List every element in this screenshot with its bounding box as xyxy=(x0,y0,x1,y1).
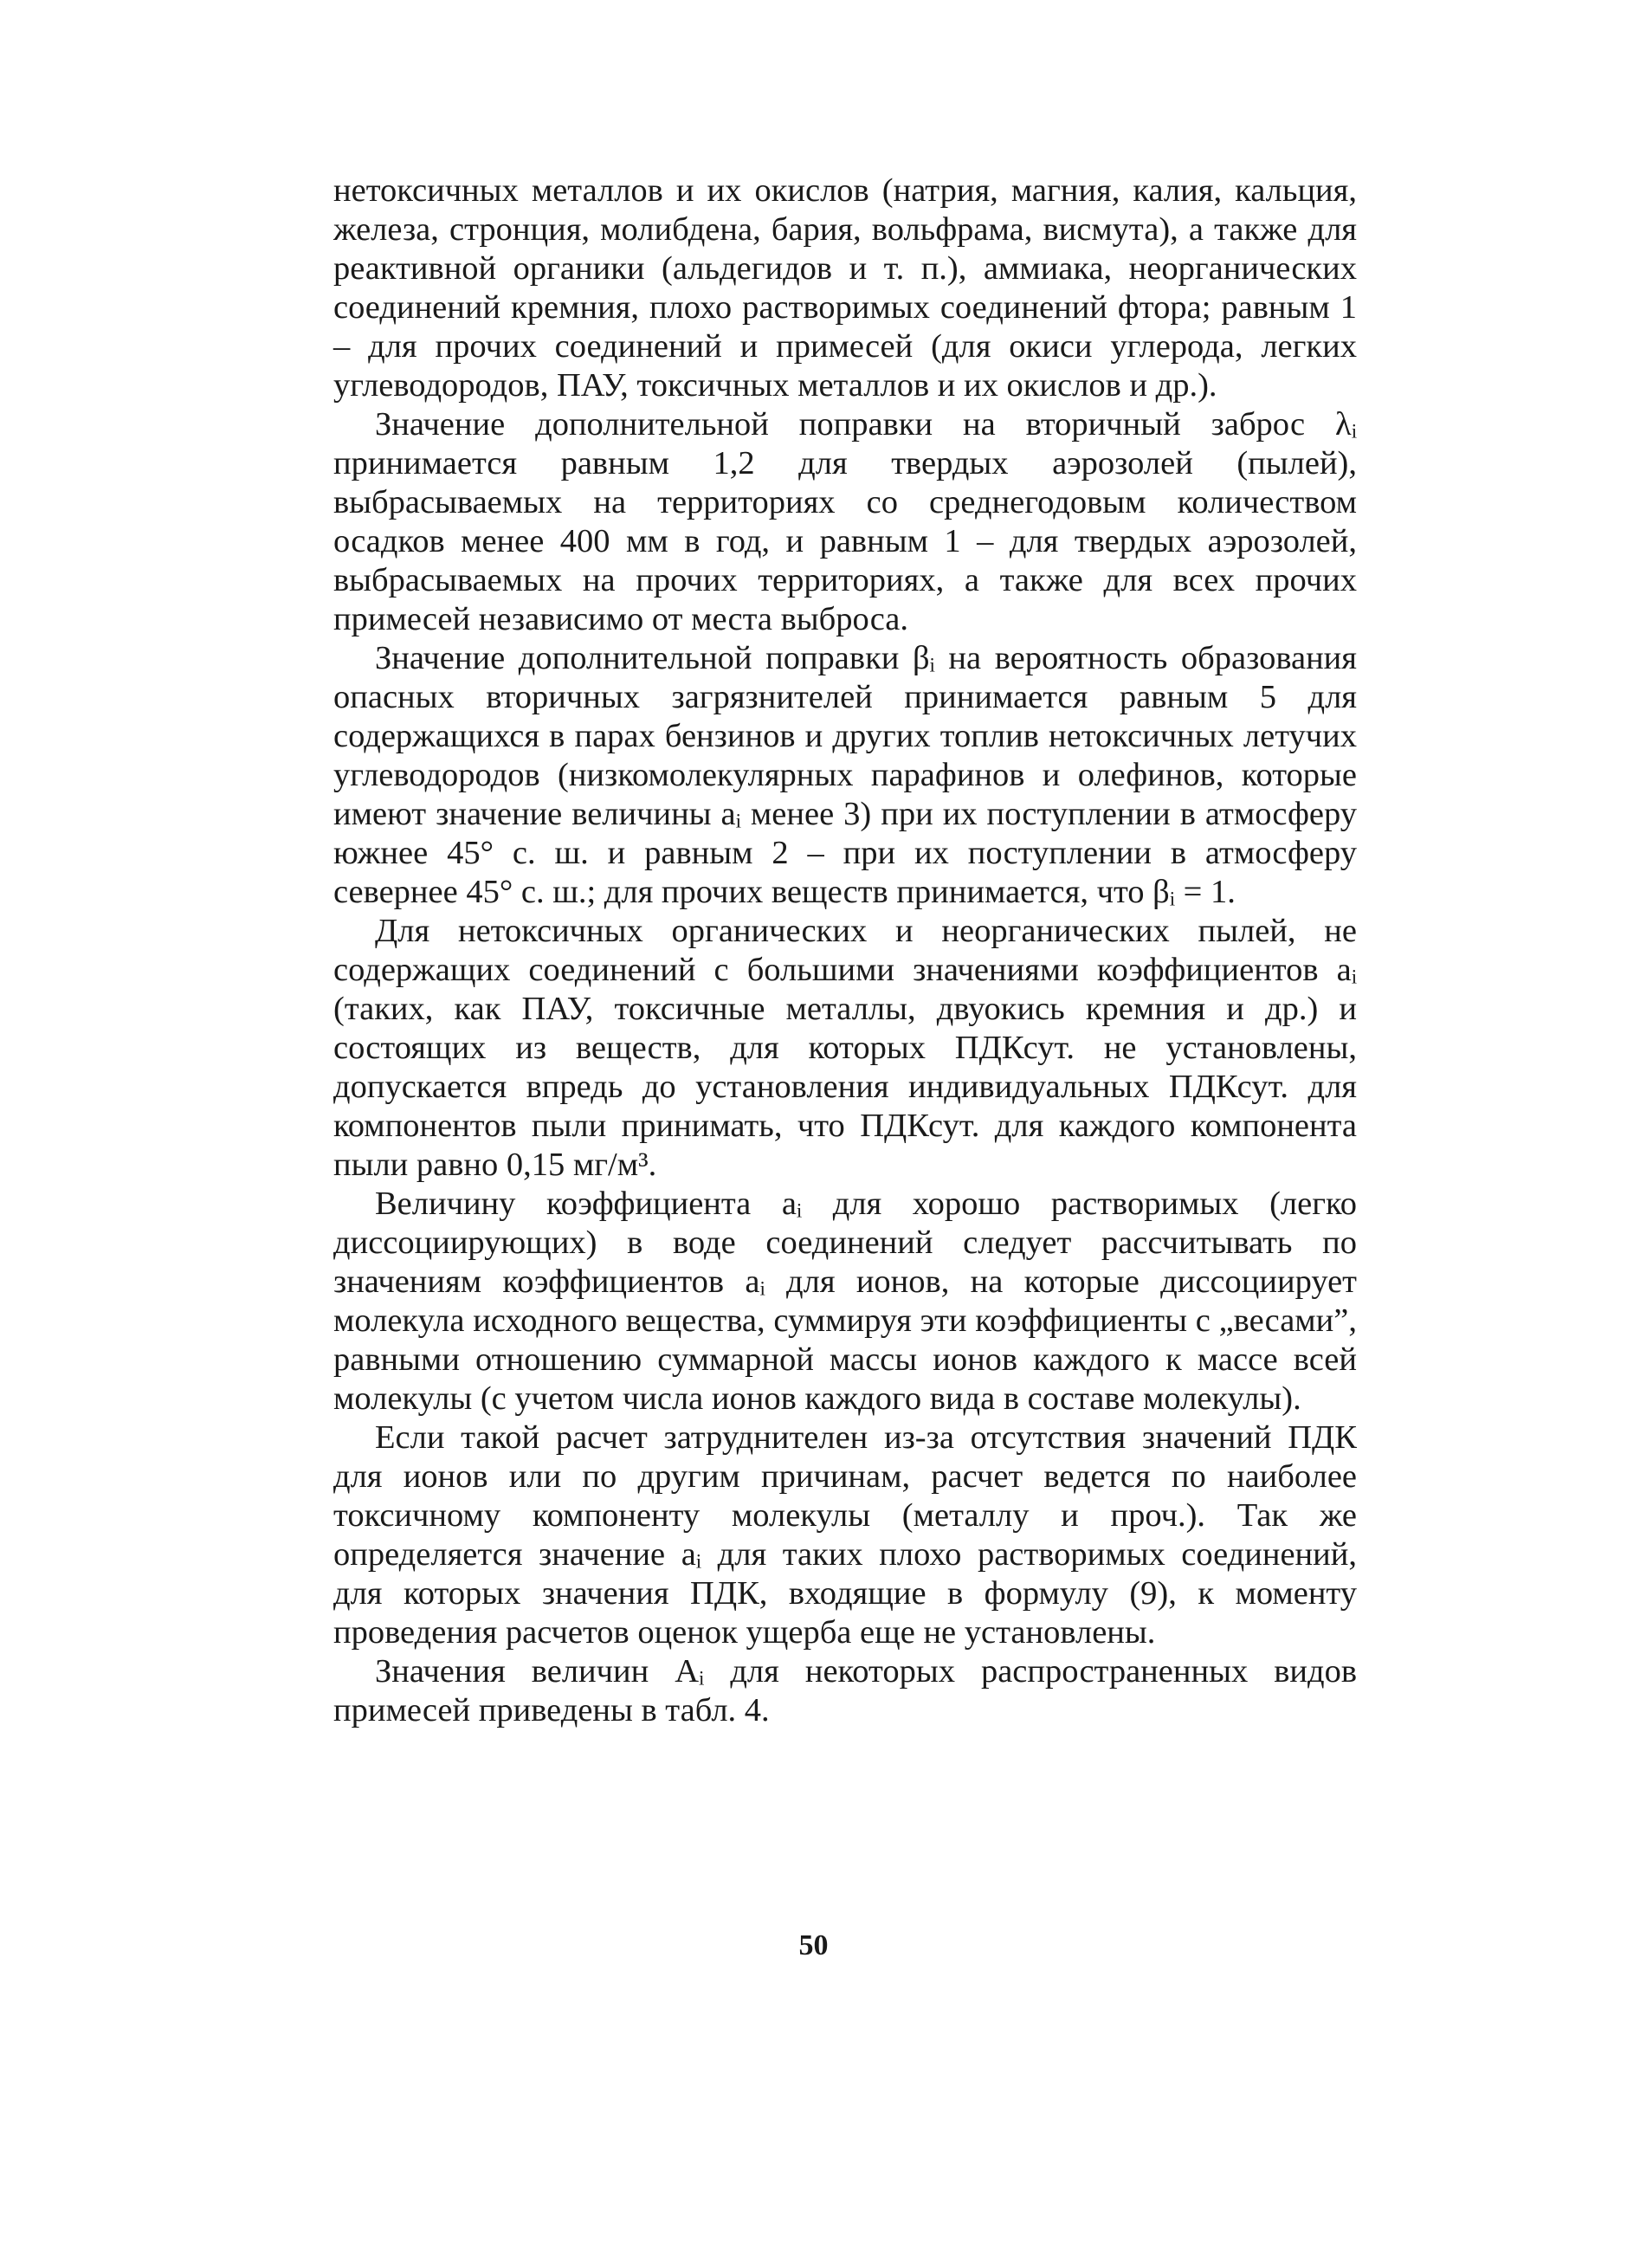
paragraph-2: Значение дополнительной поправки на вторичный заброс λᵢ принимается равным 1,2 для твердых аэрозолей (пылей), выбрасываемых на территориях со среднегодовым количеством осадков менее 400 мм в год, и равным 1 – для твердых аэрозолей, выбрасываемых на прочих территориях, а также для всех прочих примесей независимо от места выброса. xyxy=(333,406,1357,637)
paragraph-4: Для нетоксичных органических и неорганических пылей, не содержащих соединений с большими значениями коэффициентов aᵢ (таких, как ПАУ, токсичные металлы, двуокись кремния и др.) и состоящих из веществ, для которых ПДКсут. не установлены, допускается впредь до установления индивидуальных ПДКсут. для компонентов пыли принимать, что ПДКсут. для каждого компонента пыли равно 0,15 мг/м³. xyxy=(333,913,1357,1183)
paragraph-7: Значения величин Aᵢ для некоторых распространенных видов примесей приведены в табл. 4. xyxy=(333,1653,1357,1728)
page-number: 50 xyxy=(798,1929,829,1961)
paragraph-5: Величину коэффициента aᵢ для хорошо растворимых (легко диссоциирующих) в воде соединений следует рассчитывать по значениям коэффициентов aᵢ для ионов, на которые диссоциирует молекула исходного вещества, суммируя эти коэффициенты с „весами”, равными отношению суммарной массы ионов каждого к массе всей молекулы (с учетом числа ионов каждого вида в составе молекулы). xyxy=(333,1186,1357,1417)
paragraph-6: Если такой расчет затруднителен из-за отсутствия значений ПДК для ионов или по другим причинам, расчет ведется по наиболее токсичному компоненту молекулы (металлу и проч.). Так же определяется значение aᵢ для таких плохо растворимых соединений, для которых значения ПДК, входящие в формулу (9), к моменту проведения расчетов оценок ущерба еще не установлены. xyxy=(333,1419,1357,1651)
paragraph-3: Значение дополнительной поправки βᵢ на вероятность образования опасных вторичных загрязнителей принимается равным 5 для содержащихся в парах бензинов и других топлив нетоксичных летучих углеводородов (низкомолекулярных парафинов и олефинов, которые имеют значение величины aᵢ менее 3) при их поступлении в атмосферу южнее 45° с. ш. и равным 2 – при их поступлении в атмосферу севернее 45° с. ш.; для прочих веществ принимается, что βᵢ = 1. xyxy=(333,640,1357,910)
paragraph-1: нетоксичных металлов и их окислов (натрия, магния, калия, кальция, железа, стронция, молибдена, бария, вольфрама, висмута), а также для реактивной органики (альдегидов и т. п.), аммиака, неорганических соединений кремния, плохо растворимых соединений фтора; равным 1 – для прочих соединений и примесей (для окиси углерода, легких углеводородов, ПАУ, токсичных металлов и их окислов и др.). xyxy=(333,172,1357,404)
document-page xyxy=(333,171,1357,1730)
